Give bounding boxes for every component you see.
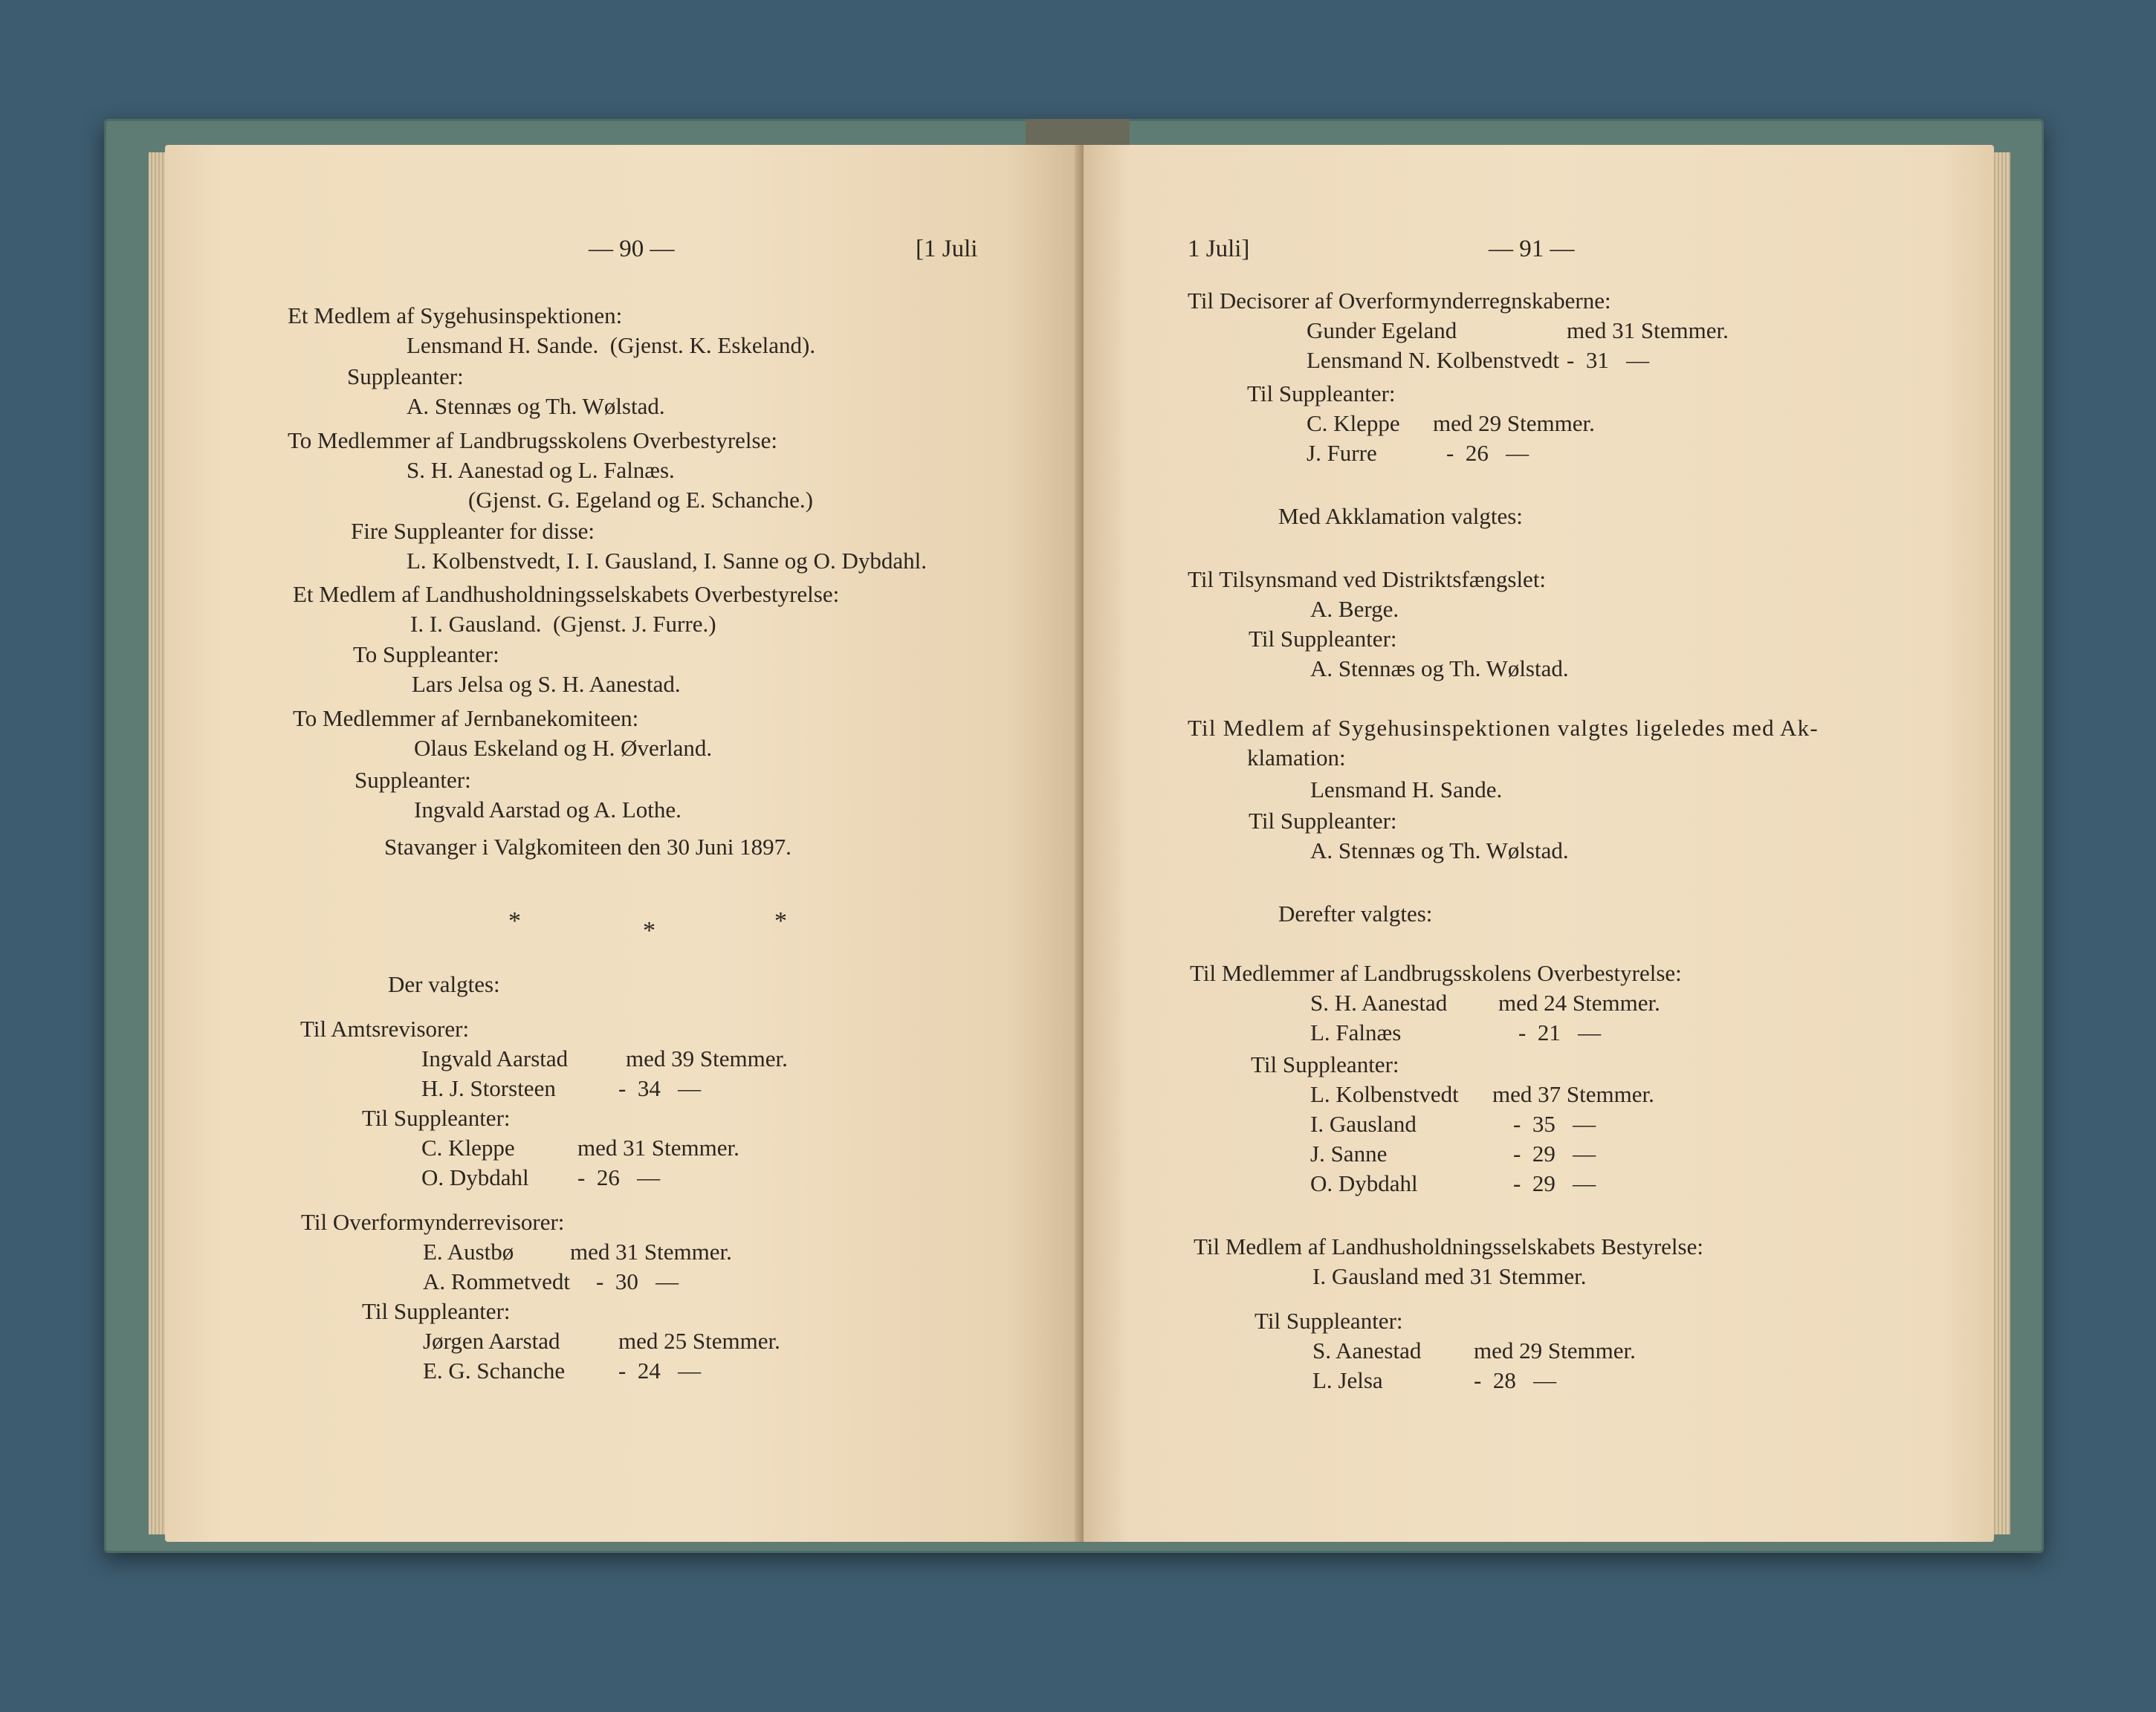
vote-count: - 34 — [618, 1075, 702, 1101]
vote-count: med 37 Stemmer. [1492, 1081, 1654, 1107]
asterisk: * [643, 917, 655, 944]
vote-count: - 21 — [1518, 1019, 1602, 1045]
asterisk: * [774, 907, 787, 935]
candidate-name: A. Berge. [1310, 596, 1399, 622]
block-line: (Gjenst. G. Egeland og E. Schanche.) [468, 487, 814, 513]
vote-count: med 31 Stemmer. [570, 1239, 732, 1265]
vote-count: - 31 — [1567, 347, 1650, 373]
vote-count: - 24 — [618, 1358, 702, 1384]
vote-count: - 29 — [1513, 1141, 1596, 1167]
page-number: — 91 — [1489, 236, 1575, 262]
page-edges-left [149, 152, 166, 1534]
vote-count: med 25 Stemmer. [618, 1328, 780, 1354]
section-heading: Til Medlem af Sygehusinspektionen valgtes ligeledes med Ak- [1188, 715, 1819, 741]
section-intro: Derefter valgtes: [1278, 901, 1433, 927]
vote-count: - 30 — [596, 1268, 679, 1294]
section-heading: Til Suppleanter: [1255, 1308, 1403, 1334]
block-heading: Et Medlem af Sygehusinspektionen: [288, 302, 623, 328]
vote-count: med 29 Stemmer. [1474, 1338, 1636, 1364]
section-heading: Til Suppleanter: [1251, 1051, 1399, 1077]
block-line: Olaus Eskeland og H. Øverland. [414, 735, 713, 761]
candidate-name: Gunder Egeland [1307, 317, 1457, 343]
section-heading: Til Suppleanter: [362, 1298, 511, 1324]
candidate-name: L. Jelsa [1312, 1367, 1383, 1393]
vote-count: - 29 — [1513, 1170, 1596, 1196]
vote-count: - 28 — [1474, 1367, 1557, 1393]
candidate-name: A. Stennæs og Th. Wølstad. [1310, 837, 1569, 863]
block-heading: To Suppleanter: [353, 641, 499, 667]
block-line: L. Kolbenstvedt, I. I. Gausland, I. Sanne og O. Dybdahl. [407, 548, 927, 574]
candidate-name: C. Kleppe [1307, 410, 1400, 436]
block-line: I. I. Gausland. (Gjenst. J. Furre.) [410, 611, 716, 637]
candidate-name: L. Kolbenstvedt [1310, 1081, 1459, 1107]
vote-count: - 35 — [1513, 1111, 1596, 1137]
right-page [1084, 145, 1994, 1542]
running-head: 1 Juli] [1188, 236, 1250, 262]
block-line: S. H. Aanestad og L. Falnæs. [407, 457, 675, 483]
candidate-name: J. Furre [1307, 440, 1377, 466]
vote-count: - 26 — [1446, 440, 1529, 466]
section-heading: Til Suppleanter: [362, 1105, 511, 1131]
candidate-name: O. Dybdahl [1310, 1170, 1418, 1196]
running-head: [1 Juli [916, 236, 978, 262]
candidate-name: Lensmand N. Kolbenstvedt [1307, 347, 1560, 373]
block-heading: To Medlemmer af Landbrugsskolens Overbestyrelse: [288, 427, 777, 453]
signature-line: Stavanger i Valgkomiteen den 30 Juni 1897. [384, 834, 791, 860]
candidate-name: O. Dybdahl [421, 1164, 529, 1190]
section-heading: Til Medlem af Landhusholdningsselskabets Bestyrelse: [1194, 1233, 1703, 1259]
candidate-name: J. Sanne [1310, 1141, 1388, 1167]
vote-count: med 29 Stemmer. [1433, 410, 1595, 436]
candidate-name: A. Rommetvedt [423, 1268, 571, 1294]
block-line: Ingvald Aarstad og A. Lothe. [414, 797, 682, 823]
section-heading: Til Decisorer af Overformynderregnskaberne: [1188, 288, 1611, 314]
candidate-name: H. J. Storsteen [421, 1075, 556, 1101]
block-heading: Et Medlem af Landhusholdningsselskabets Overbestyrelse: [293, 581, 840, 607]
block-heading: Suppleanter: [355, 767, 471, 793]
block-line: Lensmand H. Sande. (Gjenst. K. Eskeland). [407, 332, 816, 358]
candidate-name: I. Gausland [1310, 1111, 1417, 1137]
candidate-name: S. H. Aanestad [1310, 990, 1448, 1016]
candidate-name: Ingvald Aarstad [421, 1045, 569, 1071]
vote-count: med 31 Stemmer. [577, 1135, 739, 1161]
section-intro: Med Akklamation valgtes: [1278, 503, 1523, 529]
block-heading: Fire Suppleanter for disse: [351, 518, 595, 544]
block-heading: Suppleanter: [347, 363, 464, 389]
candidate-name: Jørgen Aarstad [423, 1328, 560, 1354]
section-intro: Der valgtes: [388, 971, 500, 997]
vote-count: - 26 — [577, 1164, 661, 1190]
candidate-name: S. Aanestad [1312, 1338, 1422, 1364]
section-heading: Til Overformynderrevisorer: [301, 1209, 565, 1235]
vote-count: med 31 Stemmer. [1567, 317, 1729, 343]
section-heading: Til Suppleanter: [1247, 380, 1396, 406]
section-heading: klamation: [1247, 745, 1346, 771]
candidate-name: A. Stennæs og Th. Wølstad. [1310, 655, 1569, 681]
candidate-name: I. Gausland med 31 Stemmer. [1312, 1263, 1587, 1289]
section-heading: Til Amtsrevisorer: [300, 1016, 470, 1042]
block-line: A. Stennæs og Th. Wølstad. [407, 393, 665, 419]
candidate-name: L. Falnæs [1310, 1019, 1402, 1045]
candidate-name: C. Kleppe [421, 1135, 515, 1161]
left-page [165, 145, 1079, 1542]
block-line: Lars Jelsa og S. H. Aanestad. [412, 671, 681, 697]
vote-count: med 24 Stemmer. [1498, 990, 1660, 1016]
section-heading: Til Medlemmer af Landbrugsskolens Overbestyrelse: [1190, 960, 1682, 986]
candidate-name: Lensmand H. Sande. [1310, 776, 1503, 802]
page-edges-right [1994, 152, 2010, 1534]
vote-count: med 39 Stemmer. [626, 1045, 788, 1071]
asterisk: * [508, 907, 521, 935]
section-heading: Til Suppleanter: [1249, 808, 1397, 834]
candidate-name: E. G. Schanche [423, 1358, 566, 1384]
page-number: — 90 — [589, 236, 675, 262]
section-heading: Til Tilsynsmand ved Distriktsfængslet: [1188, 566, 1547, 592]
section-heading: Til Suppleanter: [1249, 626, 1397, 652]
candidate-name: E. Austbø [423, 1239, 514, 1265]
block-heading: To Medlemmer af Jernbanekomiteen: [293, 705, 639, 731]
